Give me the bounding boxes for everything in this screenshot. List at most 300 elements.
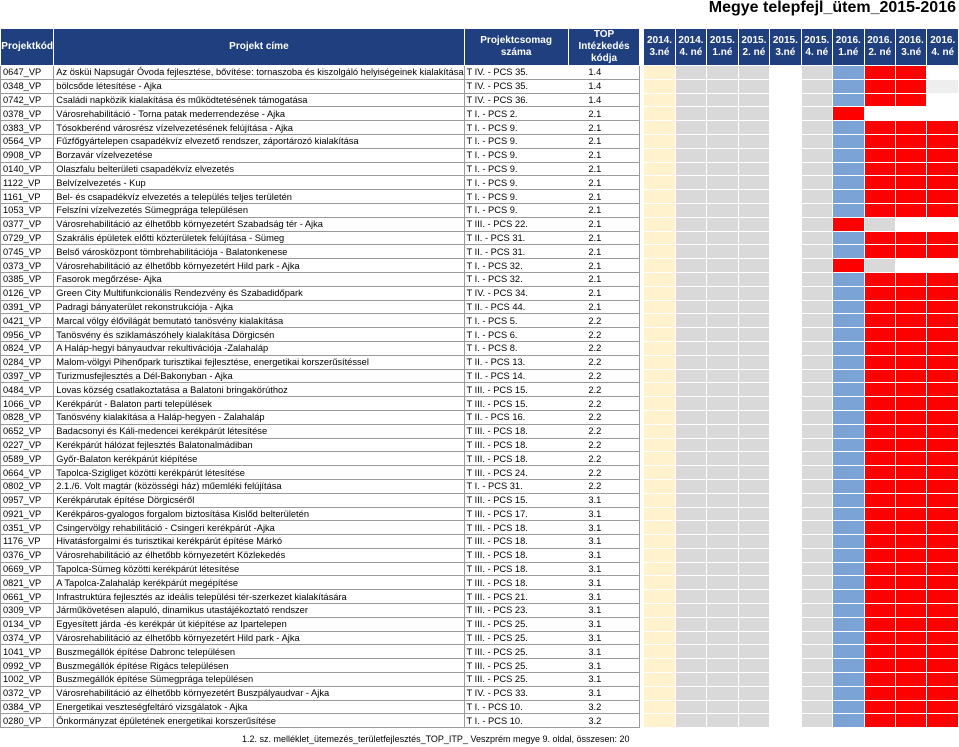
project-title-cell: Az ösküi Napsugár Óvoda fejlesztése, bővítése: tornaszoba és kiszolgáló helyiségeinek kialakítása: [54, 66, 464, 80]
project-title-cell: Tapolca-Szigliget közötti kerékpárút létesítése: [54, 466, 464, 480]
top-code-cell: 3.2: [568, 700, 640, 714]
project-title-cell: Tósokberénd városrész vízelvezetésének felújítása - Ajka: [54, 121, 464, 135]
schedule-cell: [675, 383, 706, 397]
table-row[interactable]: [1, 217, 959, 231]
project-title-cell: Badacsonyi és Káli-medencei kerékpárút létesítése: [54, 424, 464, 438]
schedule-cell: [801, 231, 832, 245]
schedule-cell: [895, 203, 926, 217]
schedule-cell: [864, 576, 895, 590]
table-row[interactable]: [1, 452, 959, 466]
schedule-cell: [675, 176, 706, 190]
header-period[interactable]: [801, 29, 832, 66]
package-cell: T II. - PCS 44.: [464, 300, 568, 314]
table-row[interactable]: [1, 631, 959, 645]
project-code-cell: 0956_VP: [1, 328, 54, 342]
project-code-cell: 0669_VP: [1, 562, 54, 576]
schedule-cell: [927, 328, 959, 342]
project-title-cell: Városrehabilitáció az élhetőbb környezetért Szabadság tér - Ajka: [54, 217, 464, 231]
header-period[interactable]: [707, 29, 738, 66]
table-row[interactable]: [1, 383, 959, 397]
schedule-cell: [738, 134, 769, 148]
schedule-cell: [675, 286, 706, 300]
table-row[interactable]: [1, 272, 959, 286]
schedule-cell: [738, 438, 769, 452]
table-row[interactable]: [1, 176, 959, 190]
header-period[interactable]: [738, 29, 769, 66]
top-code-cell: 3.1: [568, 521, 640, 535]
schedule-cell: [738, 272, 769, 286]
schedule-cell: [801, 341, 832, 355]
schedule-cell: [707, 300, 738, 314]
table-row[interactable]: [1, 479, 959, 493]
project-title-cell: Tanösvény kialakítása a Haláp-hegyen - Zalahaláp: [54, 410, 464, 424]
schedule-cell: [675, 341, 706, 355]
top-code-cell: 2.1: [568, 134, 640, 148]
schedule-cell: [707, 562, 738, 576]
project-title-cell: Felszíni vízelvezetés Sümegprága településen: [54, 203, 464, 217]
schedule-cell: [833, 700, 864, 714]
table-row[interactable]: [1, 466, 959, 480]
top-code-cell: 3.1: [568, 673, 640, 687]
header-period[interactable]: [675, 29, 706, 66]
header-period[interactable]: [864, 29, 895, 66]
schedule-cell: [707, 521, 738, 535]
project-title-cell: A Tapolca-Zalahaláp kerékpárút megépítése: [54, 576, 464, 590]
schedule-cell: [864, 314, 895, 328]
schedule-cell: [644, 576, 675, 590]
schedule-cell: [644, 397, 675, 411]
period-quarter: 1.né: [838, 47, 859, 58]
table-row[interactable]: [1, 397, 959, 411]
project-title-cell: Bel- és csapadékvíz elvezetés a település teljes területén: [54, 190, 464, 204]
project-title-cell: Tapolca-Sümeg közötti kerékpárút létesítése: [54, 562, 464, 576]
schedule-cell: [644, 700, 675, 714]
schedule-cell: [770, 631, 801, 645]
schedule-cell: [675, 217, 706, 231]
schedule-cell: [738, 424, 769, 438]
schedule-cell: [770, 66, 801, 80]
schedule-cell: [738, 162, 769, 176]
top-code-cell: 2.2: [568, 452, 640, 466]
schedule-cell: [644, 66, 675, 80]
schedule-cell: [833, 383, 864, 397]
table-row[interactable]: [1, 424, 959, 438]
schedule-cell: [770, 134, 801, 148]
schedule-cell: [833, 245, 864, 259]
table-row[interactable]: [1, 604, 959, 618]
schedule-cell: [644, 507, 675, 521]
schedule-cell: [927, 93, 959, 107]
schedule-cell: [675, 300, 706, 314]
top-code-cell: 2.1: [568, 259, 640, 273]
project-code-cell: 0384_VP: [1, 700, 54, 714]
period-quarter: 4. né: [931, 47, 955, 58]
project-code-cell: 0729_VP: [1, 231, 54, 245]
schedule-cell: [738, 245, 769, 259]
table-row[interactable]: [1, 286, 959, 300]
schedule-cell: [644, 424, 675, 438]
top-code-cell: 1.4: [568, 79, 640, 93]
package-cell: T II. - PCS 31.: [464, 245, 568, 259]
schedule-cell: [675, 231, 706, 245]
project-code-cell: 0134_VP: [1, 617, 54, 631]
package-cell: T II. - PCS 13.: [464, 355, 568, 369]
schedule-cell: [738, 493, 769, 507]
schedule-cell: [707, 231, 738, 245]
top-code-cell: 2.1: [568, 148, 640, 162]
project-code-cell: 0652_VP: [1, 424, 54, 438]
top-code-cell: 2.2: [568, 369, 640, 383]
schedule-cell: [895, 79, 926, 93]
schedule-cell: [644, 79, 675, 93]
schedule-cell: [927, 355, 959, 369]
schedule-cell: [864, 548, 895, 562]
table-row[interactable]: [1, 562, 959, 576]
table-row[interactable]: [1, 328, 959, 342]
schedule-cell: [927, 631, 959, 645]
project-code-cell: 0284_VP: [1, 355, 54, 369]
table-row[interactable]: [1, 590, 959, 604]
schedule-cell: [895, 452, 926, 466]
schedule-cell: [895, 617, 926, 631]
schedule-cell: [833, 217, 864, 231]
period-quarter: 3.né: [901, 47, 922, 58]
schedule-cell: [707, 714, 738, 728]
period-quarter: 1.né: [712, 47, 733, 58]
schedule-cell: [864, 521, 895, 535]
table-row[interactable]: [1, 107, 959, 121]
header-period[interactable]: [895, 29, 926, 66]
project-code-cell: 0742_VP: [1, 93, 54, 107]
schedule-cell: [801, 107, 832, 121]
header-period[interactable]: [927, 29, 959, 66]
schedule-cell: [707, 535, 738, 549]
project-code-cell: 0824_VP: [1, 341, 54, 355]
table-row[interactable]: [1, 576, 959, 590]
top-code-cell: 2.2: [568, 424, 640, 438]
schedule-cell: [770, 617, 801, 631]
schedule-cell: [801, 535, 832, 549]
table-row[interactable]: [1, 162, 959, 176]
schedule-cell: [895, 438, 926, 452]
table-row[interactable]: [1, 659, 959, 673]
schedule-cell: [927, 383, 959, 397]
schedule-cell: [675, 548, 706, 562]
schedule-cell: [864, 617, 895, 631]
table-row[interactable]: [1, 79, 959, 93]
table-row[interactable]: [1, 548, 959, 562]
table-row[interactable]: [1, 507, 959, 521]
schedule-cell: [895, 645, 926, 659]
schedule-cell: [801, 162, 832, 176]
schedule-cell: [644, 479, 675, 493]
schedule-cell: [895, 410, 926, 424]
schedule-cell: [675, 452, 706, 466]
package-cell: T III. - PCS 25.: [464, 659, 568, 673]
schedule-cell: [675, 700, 706, 714]
schedule-cell: [801, 410, 832, 424]
schedule-cell: [644, 645, 675, 659]
schedule-cell: [644, 410, 675, 424]
schedule-cell: [927, 604, 959, 618]
schedule-cell: [801, 617, 832, 631]
schedule-cell: [707, 259, 738, 273]
schedule-cell: [895, 521, 926, 535]
schedule-cell: [895, 93, 926, 107]
project-code-cell: 0661_VP: [1, 590, 54, 604]
schedule-cell: [895, 355, 926, 369]
table-row[interactable]: [1, 203, 959, 217]
schedule-cell: [738, 590, 769, 604]
package-cell: T III. - PCS 18.: [464, 521, 568, 535]
header-period[interactable]: [644, 29, 675, 66]
project-title-cell: Padragi bányaterület rekonstrukciója - Ajka: [54, 300, 464, 314]
schedule-cell: [644, 190, 675, 204]
top-code-cell: 3.1: [568, 590, 640, 604]
schedule-cell: [927, 341, 959, 355]
project-code-cell: 1041_VP: [1, 645, 54, 659]
table-row[interactable]: [1, 535, 959, 549]
schedule-cell: [864, 272, 895, 286]
table-row[interactable]: [1, 645, 959, 659]
top-code-cell: 3.1: [568, 562, 640, 576]
schedule-cell: [927, 176, 959, 190]
package-cell: T III. - PCS 15.: [464, 383, 568, 397]
schedule-cell: [770, 148, 801, 162]
project-title-cell: Borzavár vízelvezetése: [54, 148, 464, 162]
schedule-cell: [644, 107, 675, 121]
schedule-cell: [738, 286, 769, 300]
schedule-cell: [707, 617, 738, 631]
schedule-cell: [738, 66, 769, 80]
schedule-cell: [770, 590, 801, 604]
schedule-cell: [801, 424, 832, 438]
schedule-cell: [738, 604, 769, 618]
header-projektkod[interactable]: Projektkód: [1, 29, 54, 66]
table-row[interactable]: [1, 134, 959, 148]
header-projekt-cime[interactable]: Projekt címe: [54, 29, 464, 66]
project-title-cell: bölcsőde létesítése - Ajka: [54, 79, 464, 93]
schedule-cell: [833, 369, 864, 383]
schedule-cell: [770, 700, 801, 714]
schedule-cell: [927, 590, 959, 604]
schedule-cell: [864, 562, 895, 576]
project-title-cell: Városrehabilitáció az élhetőbb környezetért Hild park - Ajka: [54, 259, 464, 273]
schedule-cell: [833, 493, 864, 507]
schedule-cell: [738, 673, 769, 687]
table-row[interactable]: [1, 259, 959, 273]
schedule-cell: [644, 548, 675, 562]
schedule-cell: [864, 245, 895, 259]
table-row[interactable]: [1, 714, 959, 728]
schedule-cell: [833, 424, 864, 438]
schedule-cell: [927, 521, 959, 535]
package-cell: T I. - PCS 6.: [464, 328, 568, 342]
table-row[interactable]: [1, 438, 959, 452]
table-row[interactable]: [1, 231, 959, 245]
table-row[interactable]: [1, 673, 959, 687]
project-title-cell: Fűzfőgyártelepen csapadékvíz elvezető rendszer, záportározó kialakítása: [54, 134, 464, 148]
schedule-cell: [927, 452, 959, 466]
package-cell: T II. - PCS 16.: [464, 410, 568, 424]
schedule-cell: [707, 176, 738, 190]
table-row[interactable]: [1, 493, 959, 507]
schedule-cell: [895, 328, 926, 342]
schedule-cell: [707, 604, 738, 618]
schedule-cell: [895, 535, 926, 549]
package-cell: T III. - PCS 18.: [464, 424, 568, 438]
schedule-cell: [864, 107, 895, 121]
schedule-cell: [738, 93, 769, 107]
schedule-cell: [801, 604, 832, 618]
schedule-cell: [738, 217, 769, 231]
package-cell: T I. - PCS 2.: [464, 107, 568, 121]
project-code-cell: 0374_VP: [1, 631, 54, 645]
header-period[interactable]: [770, 29, 801, 66]
schedule-cell: [738, 107, 769, 121]
top-code-cell: 3.1: [568, 548, 640, 562]
schedule-cell: [927, 300, 959, 314]
table-row[interactable]: [1, 245, 959, 259]
header-top-intezkedes[interactable]: [568, 29, 640, 66]
table-row[interactable]: [1, 66, 959, 80]
schedule-cell: [770, 659, 801, 673]
schedule-cell: [833, 507, 864, 521]
schedule-cell: [738, 328, 769, 342]
schedule-cell: [770, 424, 801, 438]
schedule-cell: [770, 521, 801, 535]
schedule-cell: [675, 617, 706, 631]
schedule-cell: [644, 493, 675, 507]
top-code-cell: 2.2: [568, 383, 640, 397]
schedule-cell: [864, 397, 895, 411]
table-row[interactable]: [1, 148, 959, 162]
table-row[interactable]: [1, 369, 959, 383]
header-projektcsomag[interactable]: Projektcsomag száma: [464, 29, 568, 66]
period-quarter: 4. né: [805, 47, 829, 58]
schedule-cell: [770, 507, 801, 521]
table-row[interactable]: [1, 121, 959, 135]
schedule-cell: [864, 590, 895, 604]
project-code-cell: 0373_VP: [1, 259, 54, 273]
schedule-cell: [644, 686, 675, 700]
schedule-cell: [927, 190, 959, 204]
table-row[interactable]: [1, 686, 959, 700]
schedule-cell: [927, 535, 959, 549]
schedule-cell: [864, 341, 895, 355]
schedule-cell: [927, 686, 959, 700]
table-row[interactable]: [1, 93, 959, 107]
schedule-cell: [738, 121, 769, 135]
schedule-cell: [927, 286, 959, 300]
top-code-cell: 2.2: [568, 341, 640, 355]
period-year: 2016.: [898, 35, 924, 46]
schedule-cell: [864, 410, 895, 424]
schedule-cell: [770, 714, 801, 728]
table-row[interactable]: [1, 355, 959, 369]
schedule-cell: [864, 203, 895, 217]
package-cell: T III. - PCS 21.: [464, 590, 568, 604]
schedule-cell: [801, 259, 832, 273]
table-row[interactable]: [1, 300, 959, 314]
package-cell: T I. - PCS 9.: [464, 134, 568, 148]
schedule-cell: [738, 259, 769, 273]
schedule-cell: [801, 93, 832, 107]
project-title-cell: Városrehabilitáció az élhetőbb környezetért Buszpályaudvar - Ajka: [54, 686, 464, 700]
schedule-cell: [927, 617, 959, 631]
schedule-cell: [707, 424, 738, 438]
project-title-cell: Városrehabilitáció az élhetőbb környezetért Közlekedés: [54, 548, 464, 562]
schedule-cell: [644, 162, 675, 176]
schedule-cell: [927, 203, 959, 217]
schedule-cell: [801, 521, 832, 535]
project-code-cell: 0372_VP: [1, 686, 54, 700]
schedule-cell: [644, 176, 675, 190]
package-cell: T I. - PCS 9.: [464, 162, 568, 176]
package-cell: T IV. - PCS 33.: [464, 686, 568, 700]
schedule-cell: [738, 645, 769, 659]
schedule-cell: [770, 562, 801, 576]
schedule-cell: [864, 438, 895, 452]
schedule-cell: [644, 438, 675, 452]
project-title-cell: Buszmegállók építése Dabronc településen: [54, 645, 464, 659]
top-code-cell: 2.1: [568, 286, 640, 300]
table-row[interactable]: [1, 190, 959, 204]
project-code-cell: 0421_VP: [1, 314, 54, 328]
schedule-cell: [833, 259, 864, 273]
project-code-cell: 0564_VP: [1, 134, 54, 148]
table-row[interactable]: [1, 314, 959, 328]
schedule-cell: [895, 700, 926, 714]
table-row[interactable]: [1, 617, 959, 631]
package-cell: T III. - PCS 18.: [464, 535, 568, 549]
table-row[interactable]: [1, 521, 959, 535]
table-row[interactable]: [1, 700, 959, 714]
package-cell: T IV. - PCS 34.: [464, 286, 568, 300]
schedule-cell: [833, 355, 864, 369]
project-code-cell: 0140_VP: [1, 162, 54, 176]
schedule-cell: [738, 397, 769, 411]
schedule-cell: [770, 107, 801, 121]
schedule-cell: [707, 576, 738, 590]
header-period[interactable]: [833, 29, 864, 66]
schedule-cell: [864, 217, 895, 231]
schedule-cell: [927, 507, 959, 521]
project-code-cell: 0227_VP: [1, 438, 54, 452]
period-year: 2014.: [646, 35, 672, 46]
schedule-cell: [644, 134, 675, 148]
table-row[interactable]: [1, 341, 959, 355]
project-title-cell: Egyesített járda -és kerékpár út kiépítése az Ipartelepen: [54, 617, 464, 631]
project-title-cell: Turizmusfejlesztés a Dél-Bakonyban - Ajka: [54, 369, 464, 383]
schedule-cell: [833, 286, 864, 300]
schedule-cell: [833, 397, 864, 411]
schedule-cell: [675, 493, 706, 507]
package-cell: T I. - PCS 31.: [464, 479, 568, 493]
schedule-cell: [833, 121, 864, 135]
schedule-cell: [770, 397, 801, 411]
schedule-cell: [895, 604, 926, 618]
schedule-cell: [833, 548, 864, 562]
schedule-cell: [895, 673, 926, 687]
schedule-cell: [927, 121, 959, 135]
schedule-cell: [833, 479, 864, 493]
project-code-cell: 0802_VP: [1, 479, 54, 493]
schedule-cell: [801, 203, 832, 217]
table-row[interactable]: [1, 410, 959, 424]
project-title-cell: Családi napközik kialakítása és működtetésének támogatása: [54, 93, 464, 107]
schedule-cell: [833, 617, 864, 631]
